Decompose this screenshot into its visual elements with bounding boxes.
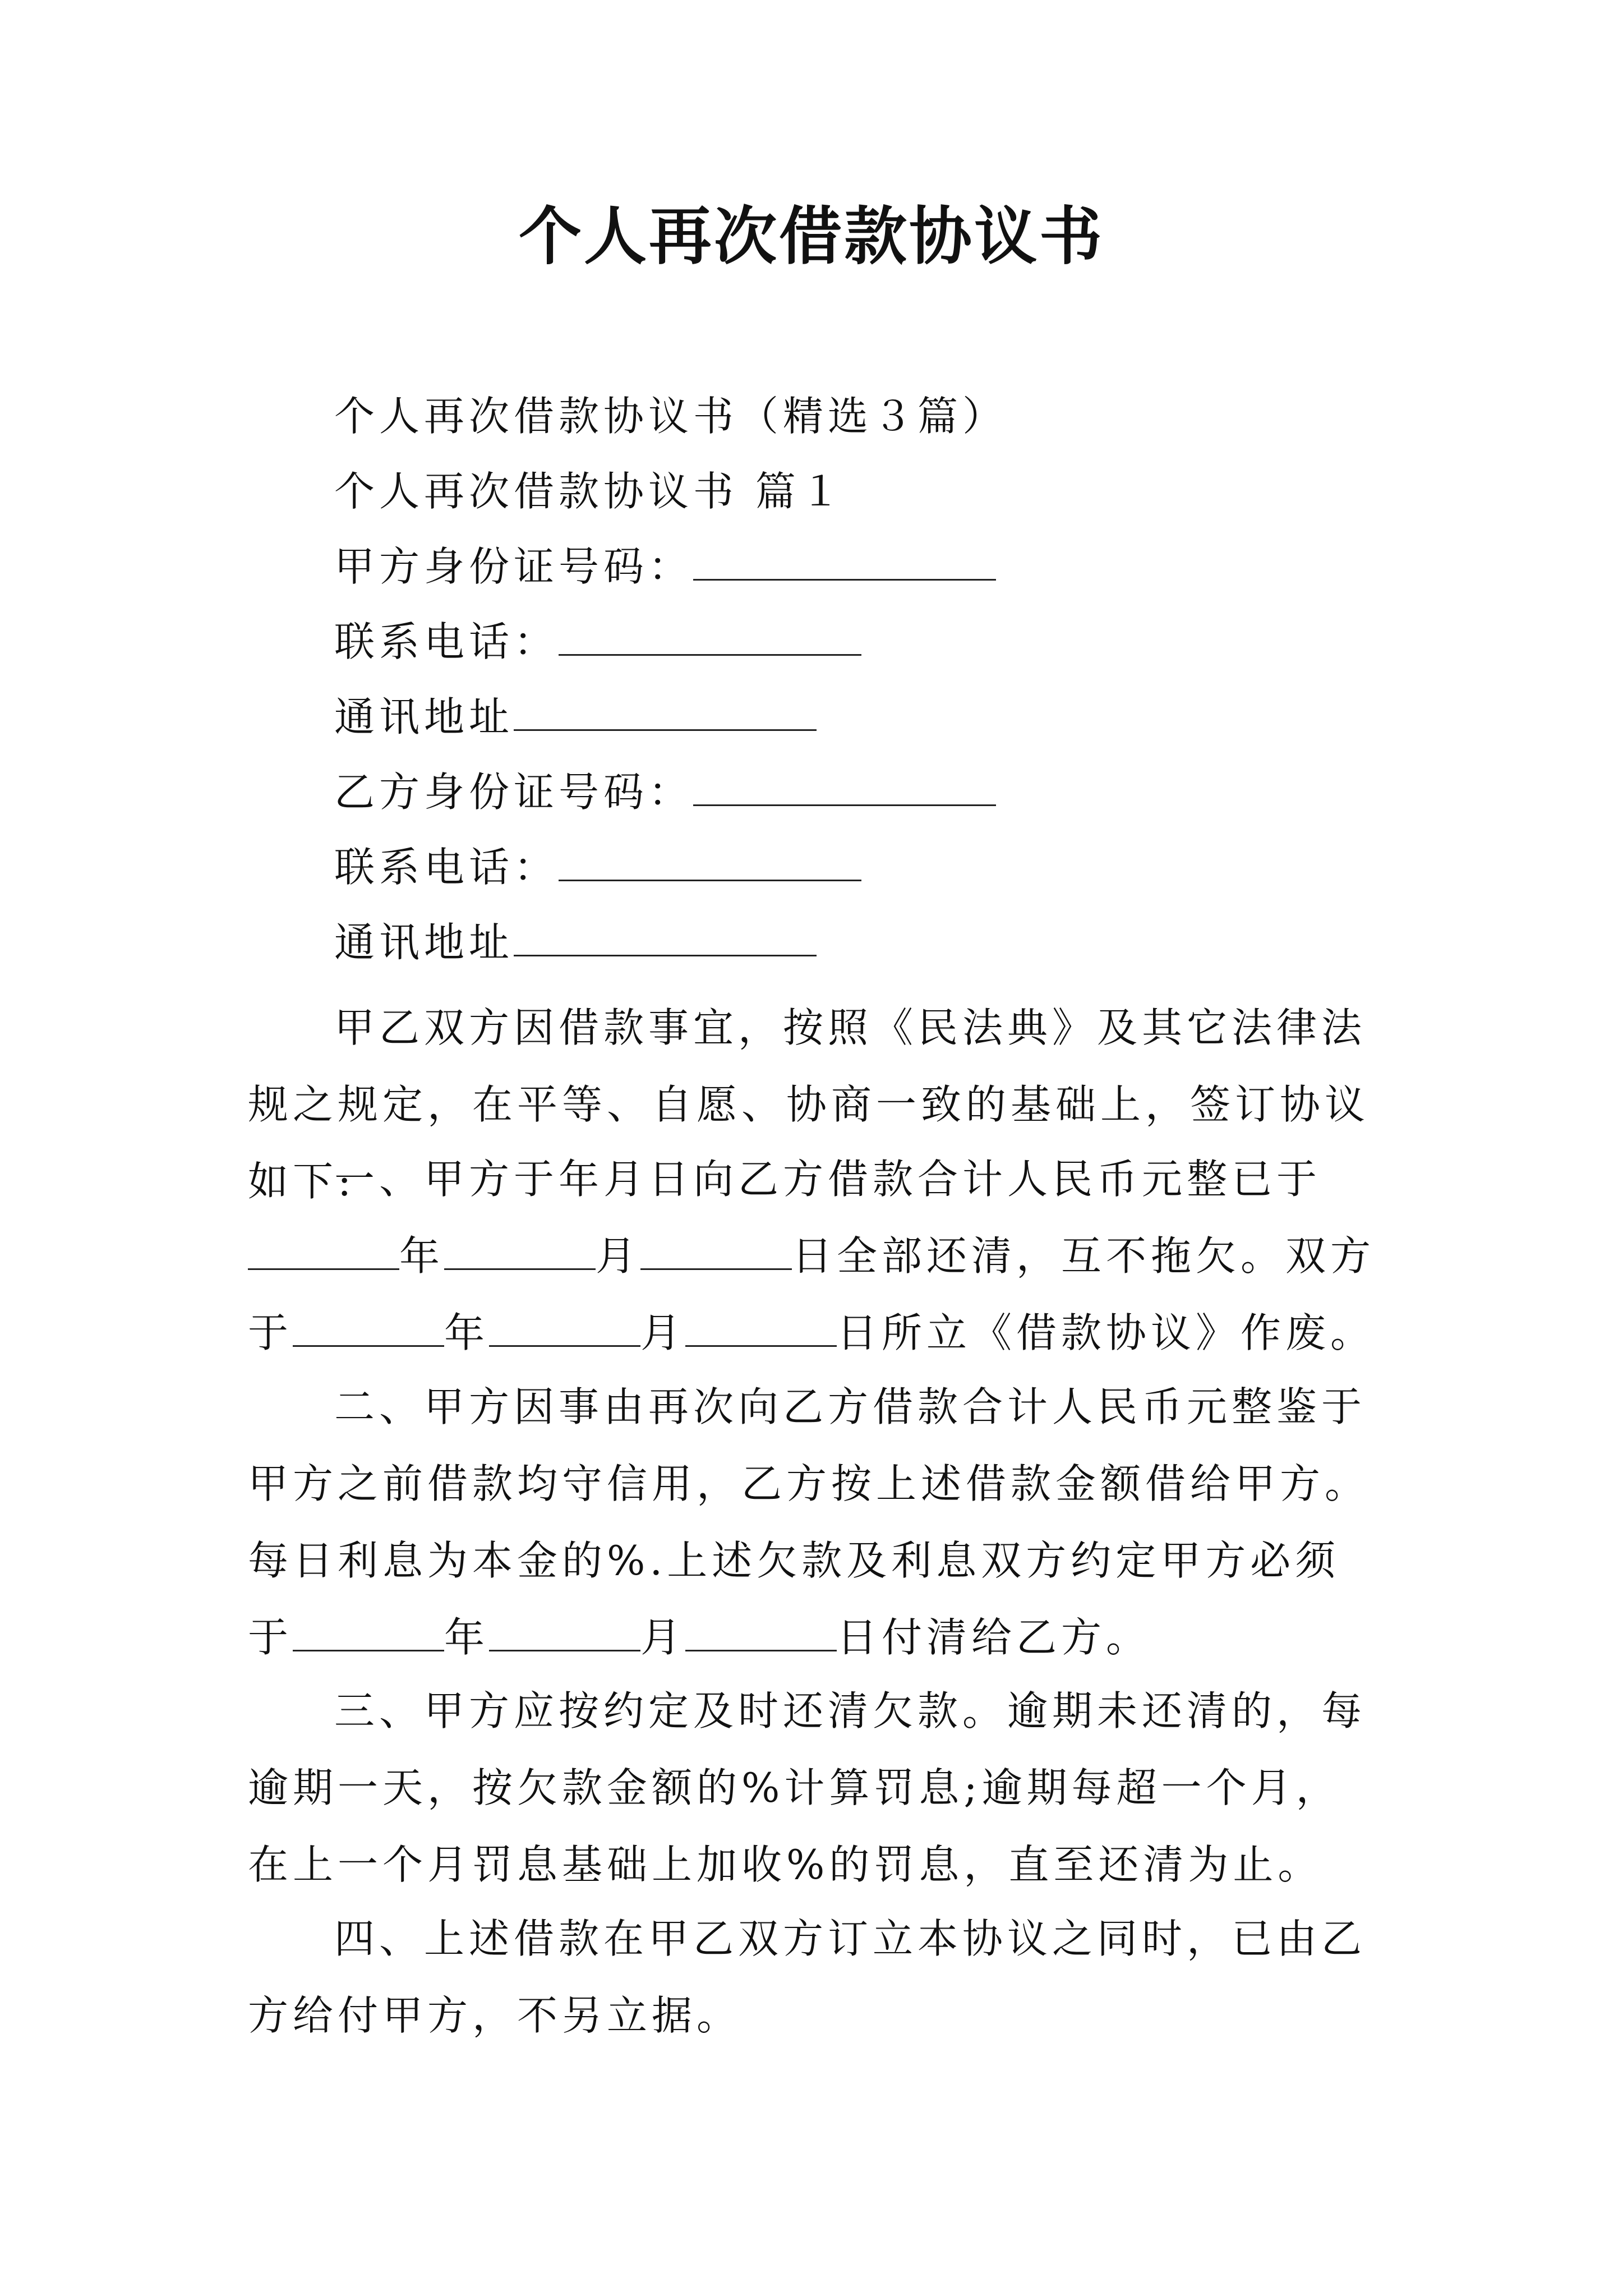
clause-1-year2-label: 年 xyxy=(444,1309,490,1356)
clause-2-month-blank[interactable] xyxy=(489,1617,640,1651)
party-a-id-row xyxy=(334,539,996,595)
clause-1-month2-label: 月 xyxy=(640,1309,686,1356)
party-a-phone-label: 联系电话： xyxy=(334,618,559,665)
clause-2-year-label: 年 xyxy=(444,1614,490,1661)
clause-1-month-blank[interactable] xyxy=(444,1236,596,1270)
document-subtitle: 个人再次借款协议书（精选３篇） xyxy=(334,393,1008,440)
clause-4: 四、上述借款在甲乙双方订立本协议之同时，已由乙方给付甲方，不另立据。 xyxy=(248,1915,1367,2039)
clause-1-year2-blank[interactable] xyxy=(293,1313,444,1347)
section-title: 个人再次借款协议书 篇１ xyxy=(334,468,845,515)
party-a-phone-blank[interactable] xyxy=(559,622,861,656)
clause-1-day2-blank[interactable] xyxy=(685,1313,837,1347)
party-b-id-row xyxy=(334,764,996,820)
party-b-phone-blank[interactable] xyxy=(559,847,861,881)
clause-1-prefix-2: 于 xyxy=(248,1309,293,1356)
party-b-address-label: 通讯地址 xyxy=(334,919,514,966)
clause-1-month2-blank[interactable] xyxy=(489,1313,640,1347)
party-b-id-blank[interactable] xyxy=(693,772,996,806)
party-a-address-blank[interactable] xyxy=(514,697,817,731)
clause-1-month-label: 月 xyxy=(596,1232,641,1280)
document-title: 个人再次借款协议书 xyxy=(519,200,1104,273)
party-a-address-row xyxy=(334,689,817,745)
intro-paragraph: 甲乙双方因借款事宜，按照《民法典》及其它法律法规之规定，在平等、自愿、协商一致的基础上，签订协议如下: xyxy=(248,1004,1370,1205)
clause-1-day2-label: 日所立《借款协议》作废。 xyxy=(837,1309,1376,1356)
clause-1-day-label: 日全部还清，互不拖欠。双方 xyxy=(792,1232,1376,1280)
clause-1-year-blank[interactable] xyxy=(248,1236,399,1270)
clause-1-part-1: 一、甲方于年月日向乙方借款合计人民币元整已于 xyxy=(334,1156,1322,1203)
clause-2-year-blank[interactable] xyxy=(293,1617,444,1651)
clause-2-day-blank[interactable] xyxy=(685,1617,837,1651)
clause-2 xyxy=(248,1369,1381,1676)
clause-2-day-label: 日付清给乙方。 xyxy=(837,1614,1151,1661)
party-b-address-blank[interactable] xyxy=(514,922,817,956)
party-a-id-blank[interactable] xyxy=(693,546,996,581)
party-b-address-row xyxy=(334,914,817,970)
clause-2-month-label: 月 xyxy=(640,1614,686,1661)
party-a-phone-row xyxy=(334,614,861,670)
clause-1-year-label: 年 xyxy=(399,1232,445,1280)
party-a-id-label: 甲方身份证号码： xyxy=(334,543,694,590)
party-a-address-label: 通讯地址 xyxy=(334,693,514,740)
party-b-id-label: 乙方身份证号码： xyxy=(334,769,694,816)
clause-3: 三、甲方应按约定及时还清欠款。逾期未还清的，每逾期一天，按欠款金额的%计算罚息;逾期每超一个月，在上一个月罚息基础上加收%的罚息，直至还清为止。 xyxy=(248,1687,1367,1888)
party-b-phone-row xyxy=(334,839,861,895)
clause-2-text: 二、甲方因事由再次向乙方借款合计人民币元整鉴于甲方之前借款均守信用，乙方按上述借款金额借给甲方。每日利息为本金的%.上述欠款及利息双方约定甲方必须于 xyxy=(248,1383,1370,1661)
party-b-phone-label: 联系电话： xyxy=(334,844,559,891)
clause-1 xyxy=(248,1141,1381,1372)
clause-1-day-blank[interactable] xyxy=(640,1236,792,1270)
